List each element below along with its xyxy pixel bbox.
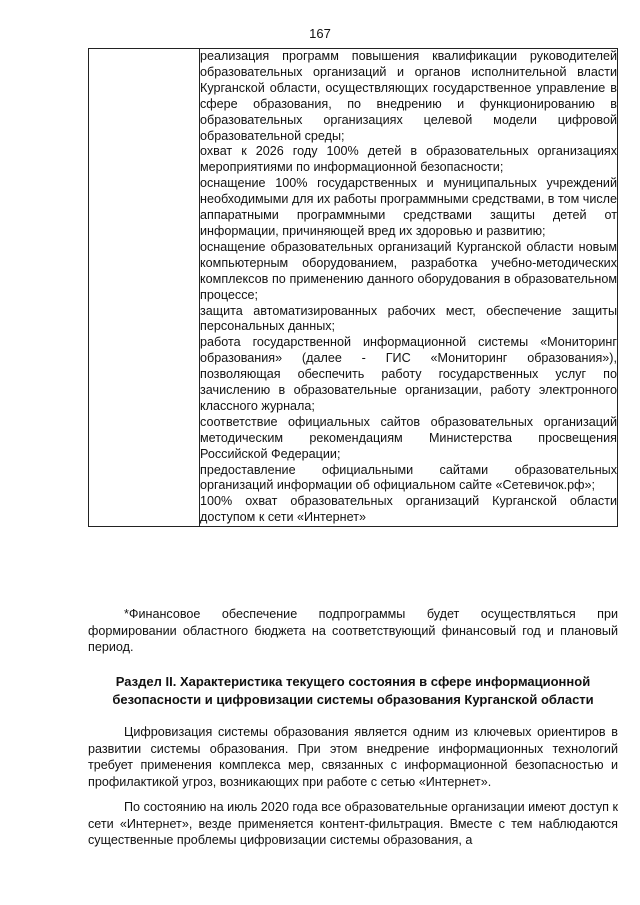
list-item: 100% охват образовательных организаций Курганской области доступом к сети «Интернет» xyxy=(200,494,617,525)
table-row xyxy=(89,49,618,527)
body-paragraph: Цифровизация системы образования является одним из ключевых ориентиров в развитии системы образования. При этом внедрение информационных технологий требует применения комплекса мер, связанных с информационной безопасностью и профилактикой угроз, возникающих при работе с сетью «Интернет». xyxy=(88,725,618,789)
section-heading: Раздел II. Характеристика текущего состояния в сфере информационной безопасности и цифровизации системы образования Курганской области xyxy=(112,674,594,707)
list-item: реализация программ повышения квалификации руководителей образовательных организаций и органов исполнительной власти Курганской области, осуществляющих государственное управление в сфере образования, по внедрению и функционированию в образовательных организациях целевой модели цифровой образовательной среды; xyxy=(200,49,617,143)
list-item: защита автоматизированных рабочих мест, обеспечение защиты персональных данных; xyxy=(200,303,617,334)
financing-footnote: *Финансовое обеспечение подпрограммы будет осуществляться при формировании областного бюджета на соответствующий финансовый год и плановый период. xyxy=(88,607,618,654)
list-item: работа государственной информационной системы «Мониторинг образования» (далее - ГИС «Мониторинг образования»), позволяющая обеспечить работу государственных услуг по зачислению в образовательные организации, работу электронного классного журнала; xyxy=(200,335,617,413)
list-item: охват к 2026 году 100% детей в образовательных организациях мероприятиями по информационной безопасности; xyxy=(200,144,617,175)
table-label-cell xyxy=(89,49,200,527)
list-item: соответствие официальных сайтов образовательных организаций методическим рекомендациям Министерства просвещения Российской Федерации; xyxy=(200,414,617,461)
list-item: оснащение образовательных организаций Курганской области новым компьютерным оборудованием, разработка учебно-методических комплексов по применению данного оборудования в образовательном процессе; xyxy=(200,239,617,302)
table-content-cell xyxy=(200,49,618,527)
list-item: оснащение 100% государственных и муниципальных учреждений необходимыми для их работы программными средствами, в том числе аппаратными программными средствами защиты детей от информации, причиняющей вред их здоровью и развитию; xyxy=(200,176,617,238)
goals-table xyxy=(88,48,618,527)
list-item: предоставление официальными сайтами образовательных организаций информации об официальном сайте «Сетевичок.рф»; xyxy=(200,462,617,493)
body-paragraph: По состоянию на июль 2020 года все образовательные организации имеют доступ к сети «Интернет», везде применяется контент-фильтрация. Вместе с тем наблюдаются существенные проблемы цифровизации системы образования, а xyxy=(88,800,618,847)
page-number: 167 xyxy=(309,26,331,41)
